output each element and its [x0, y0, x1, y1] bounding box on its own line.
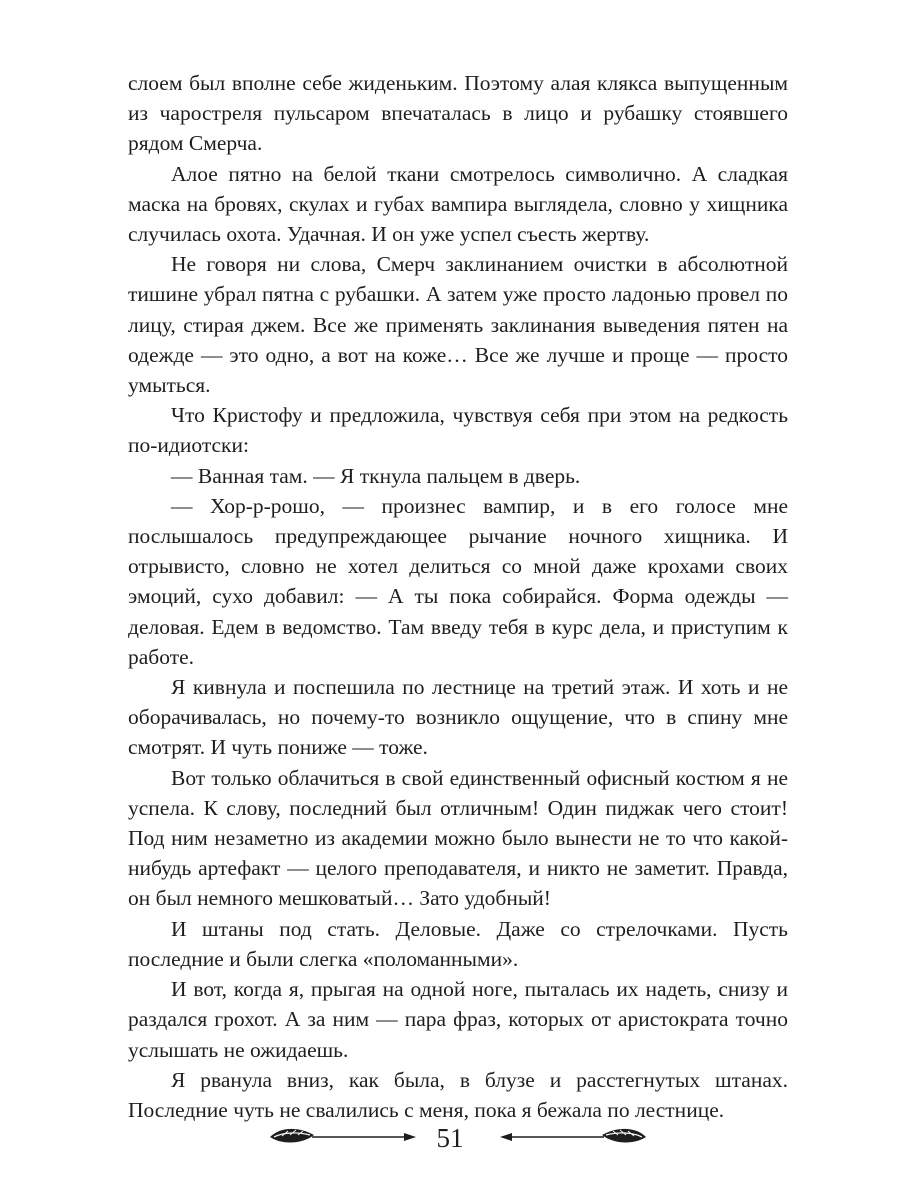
paragraph: Алое пятно на белой ткани смотрелось символично. А сладкая маска на бровях, скулах и губах вампира выглядела, словно у хищника случилась охота. Удачная. И он уже успел съесть жертву. [128, 161, 788, 247]
paragraph: Не говоря ни слова, Смерч заклинанием очистки в абсолютной тишине убрал пятна с рубашки. А затем уже просто ладонью провел по лицу, стирая джем. Все же применять заклинания выведения пятен на одежде — это одно, а вот на коже… Все же лучше и проще — просто умыться. [128, 252, 788, 398]
paragraph: Вот только облачиться в свой единственный офисный костюм я не успела. К слову, последний был отличным! Один пиджак чего стоит! Под ним незаметно из академии можно было вынести не то что какой-нибудь артефакт — целого преподавателя, и никто не заметит. Правда, он был немного мешковатый… Зато удобный! [128, 765, 788, 911]
page-number: 51 [436, 1123, 464, 1153]
paragraph: слоем был вполне себе жиденьким. Поэтому алая клякса выпущенным из чаростреля пульсаром впечаталась в лицо и рубашку стоявшего рядом Смерча. [128, 71, 788, 156]
leaf-arrow-ornament-icon [268, 1124, 418, 1150]
body-text [128, 68, 788, 1125]
paragraph: Что Кристофу и предложила, чувствуя себя при этом на редкость по-идиотски: [128, 403, 788, 458]
paragraph: — Ванная там. — Я ткнула пальцем в дверь. [171, 463, 581, 488]
paragraph: Я кивнула и поспешила по лестнице на третий этаж. И хоть и не оборачивалась, но почему-то возникло ощущение, что в спину мне смотрят. И чуть пониже — тоже. [128, 675, 788, 760]
paragraph: И штаны под стать. Деловые. Даже со стрелочками. Пусть последние и были слегка «поломанными». [128, 916, 788, 971]
paragraph: И вот, когда я, прыгая на одной ноге, пыталась их надеть, снизу и раздался грохот. А за ним — пара фраз, которых от аристократа точно услышать не ожидаешь. [128, 977, 788, 1062]
paragraph: Я рванула вниз, как была, в блузе и расстегнутых штанах. Последние чуть не свалились с меня, пока я бежала по лестнице. [128, 1067, 788, 1122]
page-footer [0, 1116, 900, 1166]
leaf-arrow-ornament-icon [498, 1124, 648, 1150]
paragraph: — Хор-р-рошо, — произнес вампир, и в его голосе мне послышалось предупреждающее рычание ночного хищника. И отрывисто, словно не хотел делиться со мной даже крохами своих эмоций, сухо добавил: — А ты пока собирайся. Форма одежды — деловая. Едем в ведомство. Там введу тебя в курс дела, и приступим к работе. [128, 493, 788, 669]
